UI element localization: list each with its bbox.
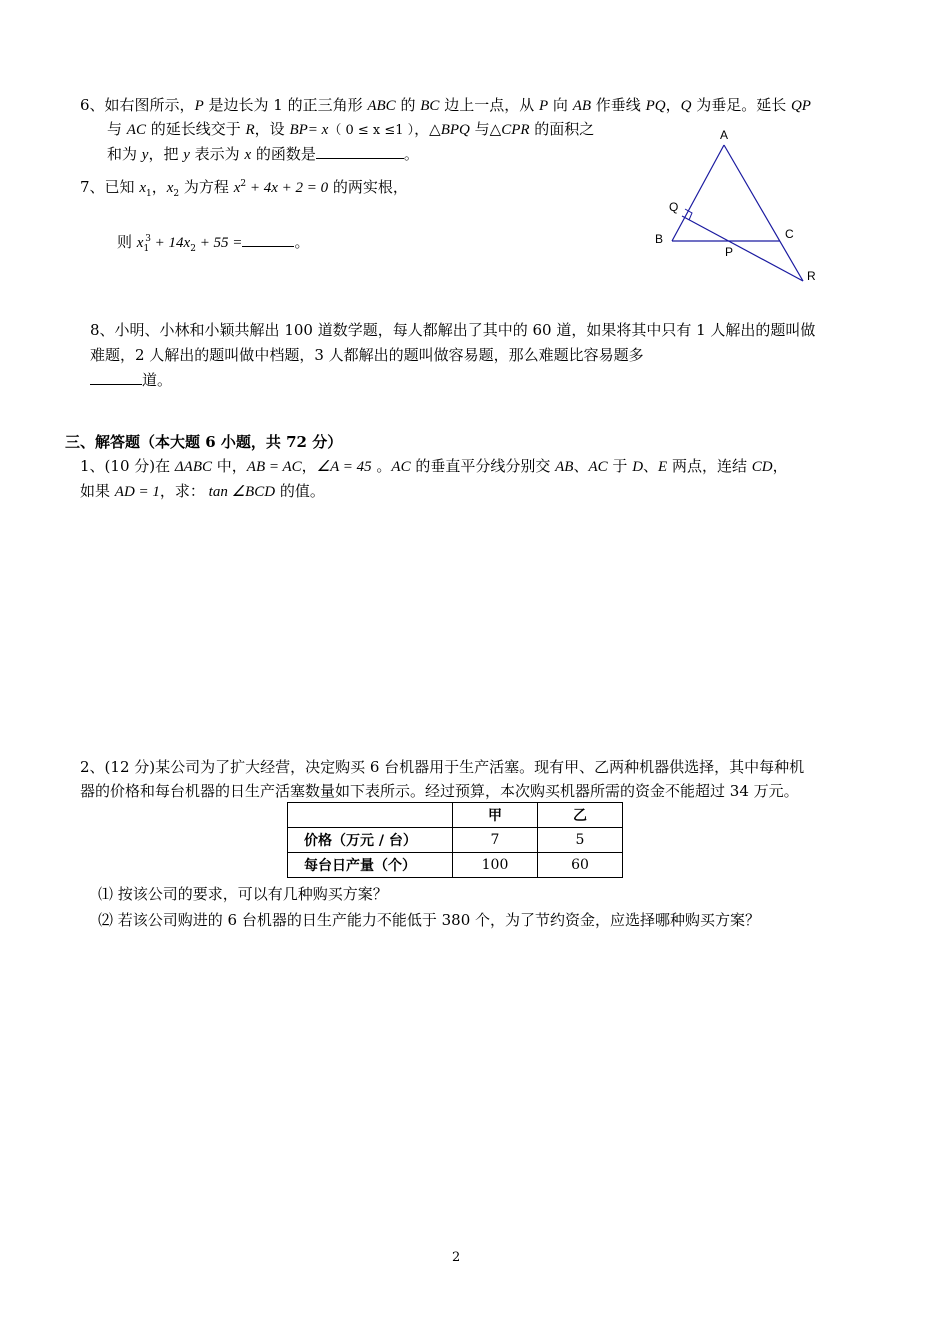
math-expr: AB = AC (246, 459, 302, 475)
math-var: x (139, 180, 146, 196)
text: 如右图所示， (104, 96, 195, 114)
line-qr (682, 216, 803, 281)
table-cell (288, 803, 453, 828)
table-row (288, 828, 623, 853)
math-var: CD (751, 459, 773, 475)
text: 于 (607, 457, 633, 475)
text: 1、(10 分)在 (80, 457, 175, 475)
math-expr: AD = 1 (114, 484, 160, 500)
text: ， (665, 96, 681, 114)
side-ac-extended (724, 145, 803, 281)
math-var: QP (790, 98, 811, 114)
side-ab (672, 145, 724, 241)
text: 则 (117, 233, 137, 251)
math-expr: + 55 = (195, 235, 243, 251)
math-expr: ∠A = 45 (316, 459, 372, 475)
math-var: AB (572, 98, 592, 114)
page-number: 2 (452, 1250, 461, 1265)
text: ， (772, 457, 788, 475)
text: 的两实根， (328, 178, 408, 196)
table-row (288, 853, 623, 878)
q7-line2 (117, 229, 309, 259)
label-a: A (720, 128, 729, 142)
math-var: CPR (501, 122, 530, 138)
label-p: P (725, 245, 734, 259)
math-var: R (245, 122, 255, 138)
math-var: PQ (645, 98, 666, 114)
math-var: x (136, 235, 144, 251)
text: 为方程 (179, 178, 234, 196)
text: 表示为 (189, 145, 245, 163)
p1-line1 (80, 456, 788, 477)
q8-line3 (90, 370, 172, 390)
table-row-label: 价格（万元 / 台） (288, 828, 453, 853)
math-sup: 2 (240, 179, 247, 189)
math-sub: 1 (143, 244, 150, 254)
math-sup: 3 (145, 234, 151, 244)
math-sub: 2 (190, 244, 196, 254)
math-expr: tan ∠BCD (204, 484, 276, 500)
section-heading: 三、解答题（本大题 6 小题，共 72 分） (65, 433, 343, 451)
text: 中， (212, 457, 247, 475)
text: 如果 (80, 482, 115, 500)
machine-table (287, 802, 623, 878)
table-cell: 100 (453, 853, 538, 878)
math-var: y (141, 147, 149, 163)
math-expr: + 4x + 2 = 0 (246, 180, 329, 196)
text: ，把 (148, 145, 184, 163)
math-var: AC (391, 459, 411, 475)
math-var: y (183, 147, 190, 163)
table-row-label: 每台日产量（个） (288, 853, 453, 878)
triangle-figure (645, 125, 825, 285)
text: 向 (548, 96, 573, 114)
table-cell: 5 (538, 828, 623, 853)
q6-line2 (107, 119, 594, 141)
math-var: ABC (367, 98, 396, 114)
text: ，设 (254, 120, 290, 138)
text: ，△ (414, 120, 441, 138)
math-expr: ΔABC (174, 459, 213, 475)
text: 的值。 (275, 482, 325, 500)
label-b: B (655, 232, 664, 246)
math-range: （ 0 ≤ x ≤1 ） (328, 123, 415, 138)
math-var: AC (588, 459, 608, 475)
math-var: D (632, 459, 644, 475)
q6-line1 (80, 95, 811, 116)
text: 的 (395, 96, 421, 114)
text: 与 (107, 120, 127, 138)
q8-line1: 8、小明、小林和小颖共解出 100 道数学题，每人都解出了其中的 60 道，如果将其中只有 1 人解出的题叫做 (90, 321, 816, 339)
q7-line1 (80, 174, 408, 204)
math-sub: 2 (173, 189, 180, 199)
q6-number: 6、 (80, 96, 105, 114)
text: 为垂足。延长 (691, 96, 791, 114)
math-var: BC (420, 98, 440, 114)
math-var: P (538, 98, 549, 114)
q8-line2: 难题，2 人解出的题叫做中档题，3 人都解出的题叫做容易题，那么难题比容易题多 (90, 346, 644, 364)
math-var: x (244, 147, 252, 163)
label-r: R (807, 269, 816, 283)
text: 与△ (469, 120, 502, 138)
math-var: Q (680, 98, 692, 114)
answer-blank[interactable] (242, 236, 294, 247)
math-expr: + 14x (150, 235, 191, 251)
answer-blank[interactable] (90, 370, 142, 385)
math-var: BP= (289, 122, 318, 138)
text: 、 (643, 457, 659, 475)
text: 是边长为 1 的正三角形 (203, 96, 368, 114)
p1-line2 (80, 481, 325, 502)
table-cell: 7 (453, 828, 538, 853)
text: ， (151, 178, 167, 196)
math-var: E (658, 459, 668, 475)
text: 作垂线 (591, 96, 646, 114)
table-header-row (288, 803, 623, 828)
text: 和为 (107, 145, 142, 163)
p2-line2: 器的价格和每台机器的日生产活塞数量如下表所示。经过预算，本次购买机器所需的资金不能超过 34 万元。 (80, 782, 799, 800)
p2-subq2: ⑵ 若该公司购进的 6 台机器的日生产能力不能低于 380 个，为了节约资金，应选择哪种购买方案？ (98, 911, 761, 929)
p2-line1: 2、(12 分)某公司为了扩大经营，决定购买 6 台机器用于生产活塞。现有甲、乙两种机器供选择，其中每种机 (80, 758, 805, 776)
math-var: AB (555, 459, 574, 475)
text: 的垂直平分线分别交 (410, 457, 556, 475)
p2-subq1: ⑴ 按该公司的要求，可以有几种购买方案？ (98, 885, 388, 903)
math-var: AC (126, 122, 146, 138)
text: 、 (573, 457, 589, 475)
text: 。 (294, 233, 310, 251)
text: 的延长线交于 (145, 120, 246, 138)
text: ，求： (159, 482, 205, 500)
text: 边上一点，从 (439, 96, 539, 114)
label-c: C (785, 227, 794, 241)
q7-number: 7、 (80, 178, 105, 196)
text: 的函数是 (251, 145, 316, 163)
table-cell: 60 (538, 853, 623, 878)
math-var: BPQ (440, 122, 470, 138)
math-sub: 1 (146, 189, 152, 199)
text: 两点，连结 (667, 457, 752, 475)
text: 。 (403, 145, 419, 163)
math-var: x (166, 180, 174, 196)
label-q: Q (669, 200, 679, 214)
math-var: x (233, 180, 241, 196)
text: 道。 (142, 371, 173, 389)
text: 的面积之 (529, 120, 595, 138)
answer-blank[interactable] (316, 144, 404, 159)
math-var: x (317, 122, 329, 138)
table-header-jia: 甲 (453, 803, 538, 828)
table-header-yi: 乙 (538, 803, 623, 828)
q6-line3 (107, 144, 419, 165)
text: ， (301, 457, 317, 475)
text: 已知 (104, 178, 140, 196)
text: 。 (371, 457, 392, 475)
math-var: P (194, 98, 204, 114)
